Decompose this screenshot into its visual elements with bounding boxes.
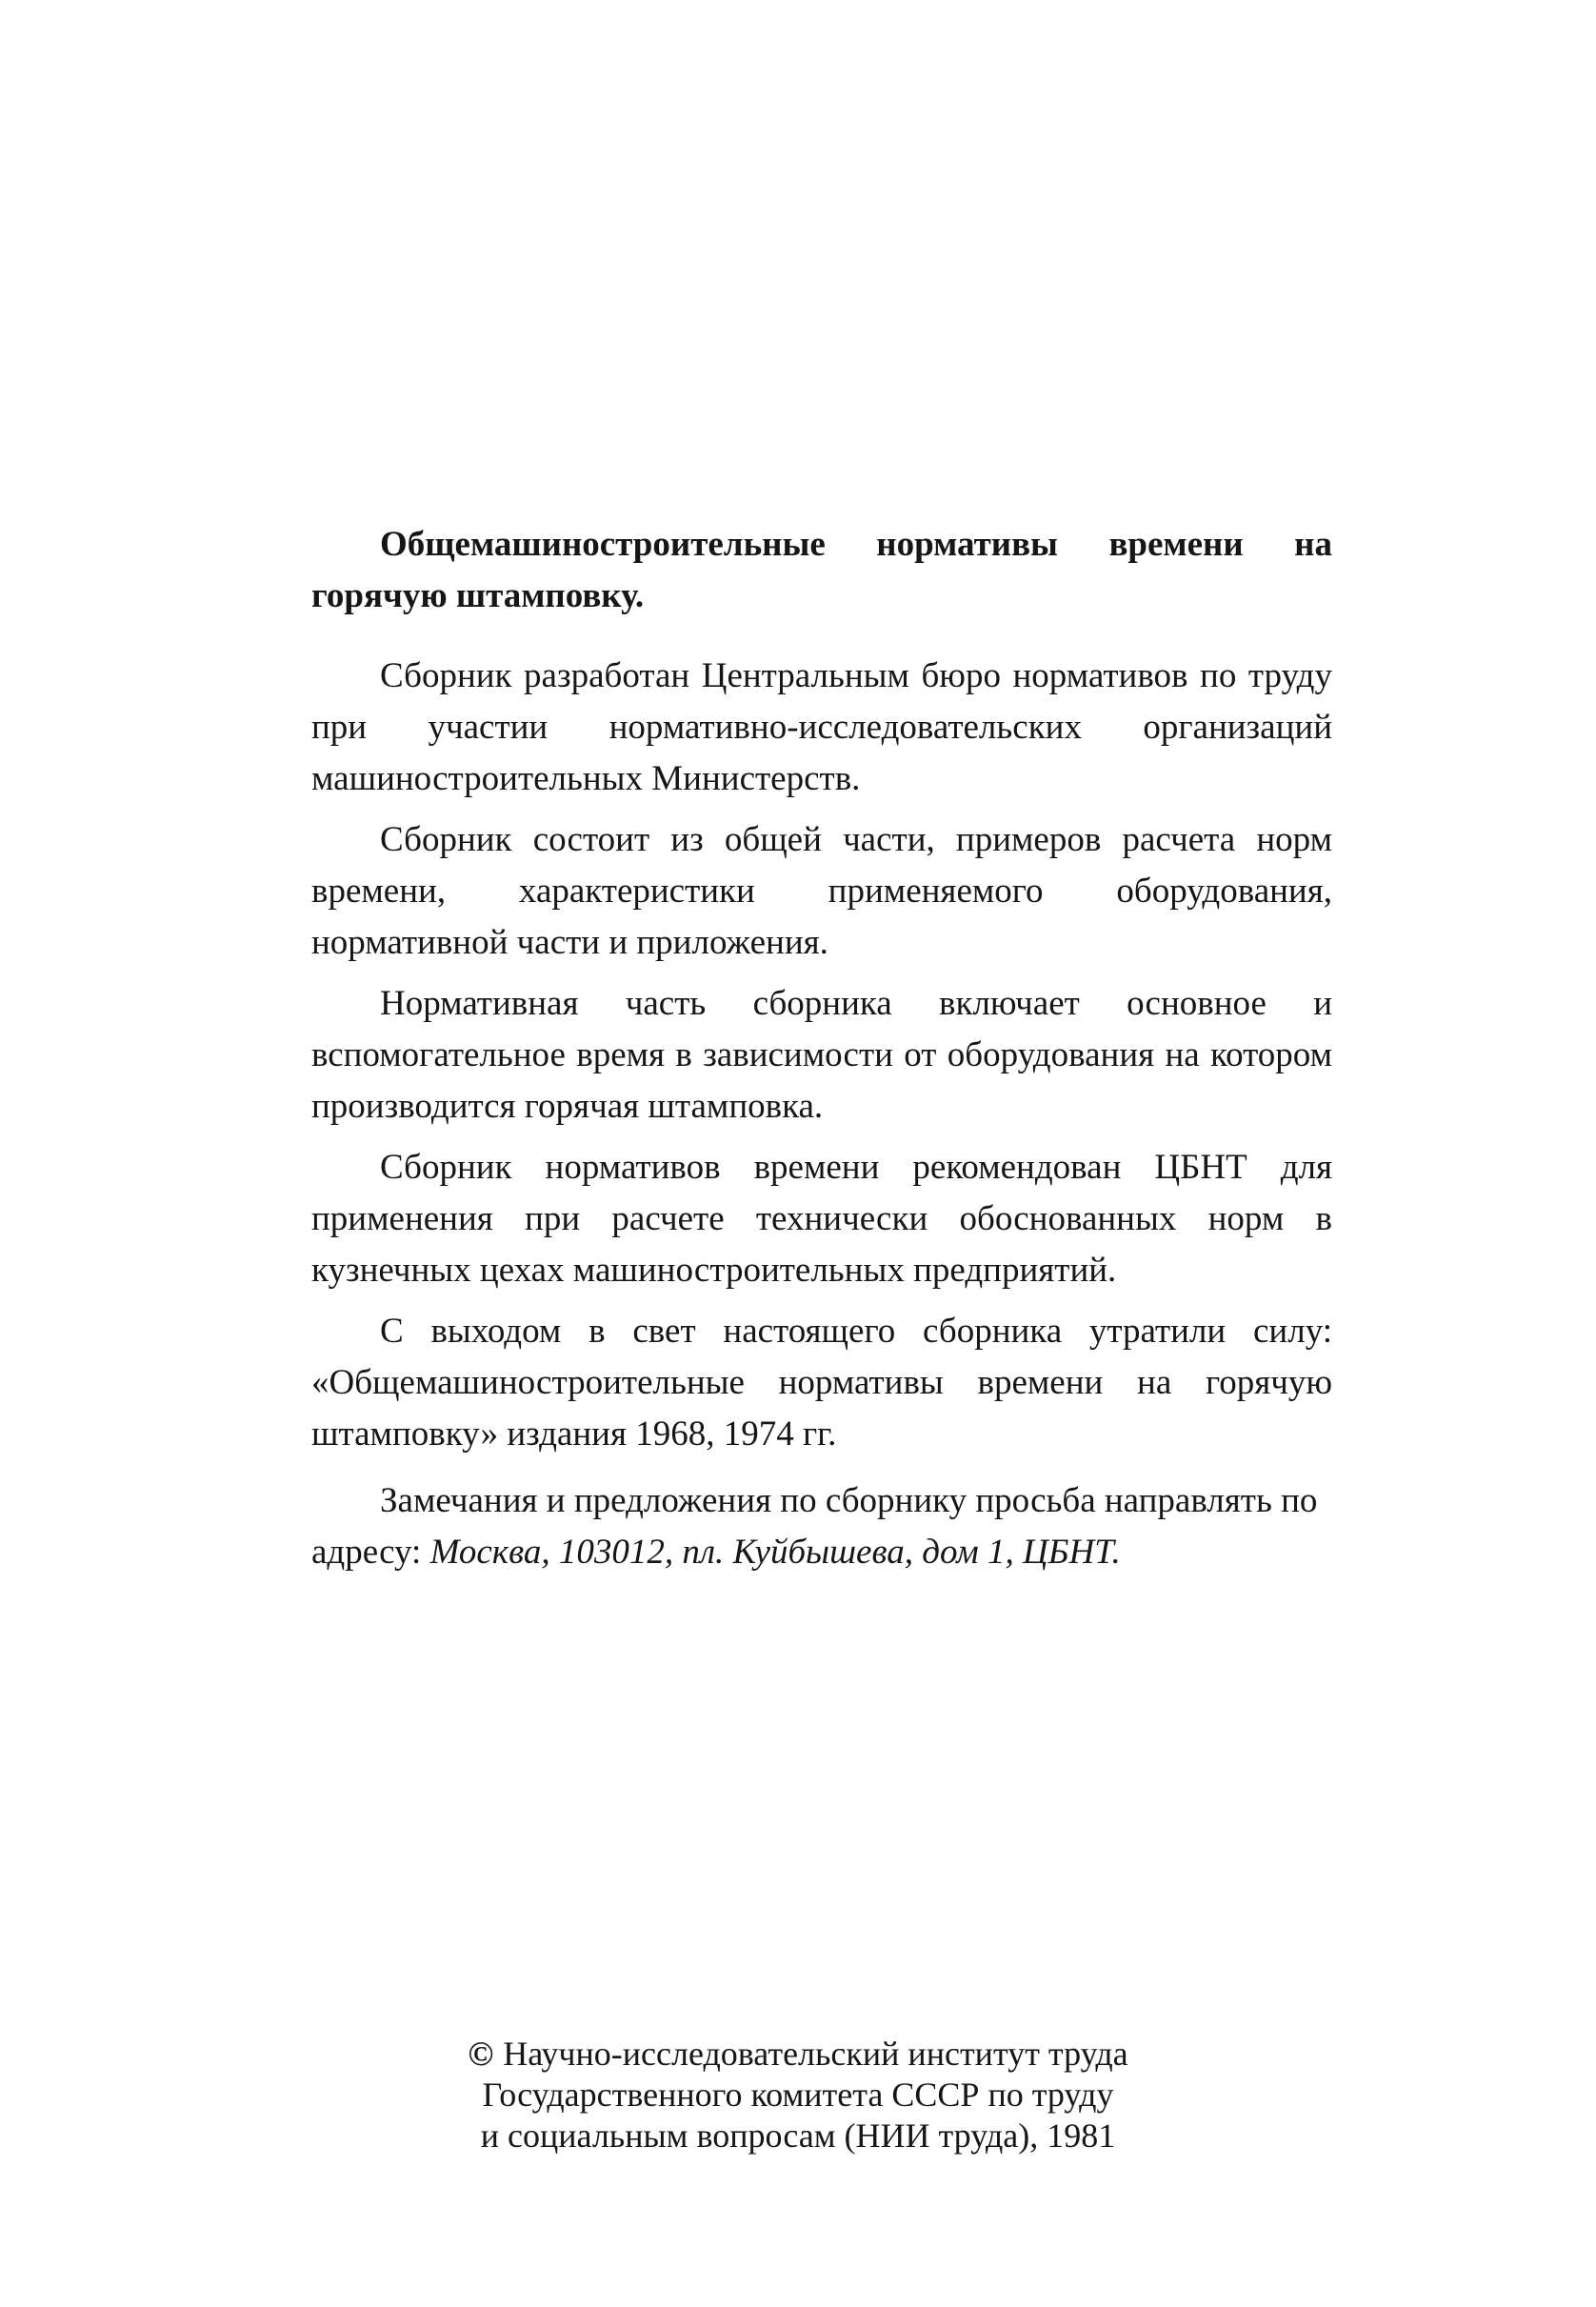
annotation-paragraph-normative-part: Нормативная часть сборника включает основное и вспомогательное время в зависимости от оборудования на котором производится горячая штамповка. (311, 984, 1332, 1126)
annotation-paragraph-recommendation: Сборник нормативов времени рекомендован ЦБНТ для применения при расчете технически обоснованных норм в кузнечных цехах машиностроительных предприятий. (311, 1148, 1332, 1290)
copyright-block (381, 2034, 1215, 2157)
annotation-block (311, 519, 1332, 1578)
copyright-line-1 (381, 2034, 1215, 2075)
annotation-paragraph-developer: Сборник разработан Центральным бюро нормативов по труду при участии нормативно-исследовательских организаций машиностроительных Министерств. (311, 656, 1332, 798)
copyright-text-1: Научно-исследовательский институт труда (503, 2035, 1128, 2073)
annotation-paragraph-contents: Сборник состоит из общей части, примеров расчета норм времени, характеристики применяемого оборудования, нормативной части и приложения. (311, 820, 1332, 962)
remarks-text: Замечания и предложения по сборнику просьба направлять по адресу: (311, 1481, 1318, 1572)
remarks-address: Москва, 103012, пл. Куйбышева, дом 1, ЦБНТ. (429, 1533, 1121, 1572)
copyright-line-2: Государственного комитета СССР по труду (482, 2076, 1114, 2114)
copyright-line-3: и социальным вопросам (НИИ труда), 1981 (480, 2116, 1116, 2155)
collection-title: Общемашиностроительные нормативы времени на горячую штамповку. (311, 525, 1332, 615)
copyright-icon: © (468, 2035, 494, 2073)
annotation-paragraph-superseded: С выходом в свет настоящего сборника утратили силу: «Общемашиностроительные нормативы времени на горячую штамповку» издания 1968, 1974 гг. (311, 1312, 1332, 1454)
remarks-paragraph (311, 1475, 1332, 1578)
